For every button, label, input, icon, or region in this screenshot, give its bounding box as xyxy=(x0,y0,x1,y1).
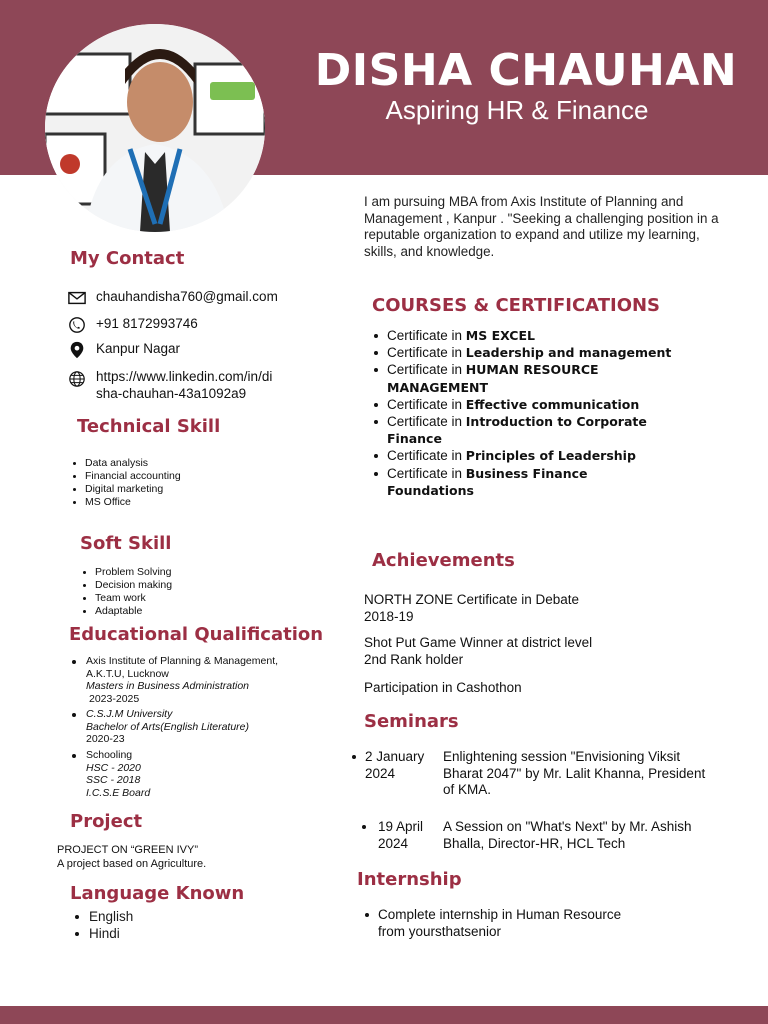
list-item: Adaptable xyxy=(79,605,172,618)
seminar-date: 2 January 2024 xyxy=(365,749,425,781)
edu-years: 2020-23 xyxy=(86,733,125,745)
edu-ssc: SSC - 2018 xyxy=(86,774,141,786)
education-entry xyxy=(72,708,249,746)
list-item: Financial accounting xyxy=(69,470,181,483)
phone-text: +91 8172993746 xyxy=(96,316,198,331)
phone-icon xyxy=(66,316,88,334)
internship-heading: Internship xyxy=(357,869,462,890)
internship-item: Complete internship in Human Resource from yoursthatsenior xyxy=(362,906,622,940)
list-item: Hindi xyxy=(72,925,133,942)
edu-degree: Bachelor of Arts(English Literature) xyxy=(86,720,250,733)
edu-years: 2023-2025 xyxy=(89,692,140,705)
education-entry xyxy=(72,655,278,705)
list-item: Problem Solving xyxy=(79,566,172,579)
edu-institute: Axis Institute of Planning & Management, xyxy=(86,655,279,667)
seminars-heading: Seminars xyxy=(364,711,459,732)
seminar-description: A Session on "What's Next" by Mr. Ashish Bhalla, Director-HR, HCL Tech xyxy=(443,819,692,851)
courses-list xyxy=(372,327,672,499)
list-item: Certificate in Introduction to Corporate Finance xyxy=(372,413,672,447)
contact-email[interactable] xyxy=(66,289,278,307)
linkedin-line-1: https://www.linkedin.com/in/di xyxy=(96,369,273,384)
achievement-item: Participation in Cashothon xyxy=(364,680,522,695)
bullet xyxy=(72,713,76,717)
location-pin-icon xyxy=(66,341,88,359)
list-item: Digital marketing xyxy=(69,483,181,496)
email-text: chauhandisha760@gmail.com xyxy=(96,289,278,304)
list-item: English xyxy=(72,908,133,925)
seminar-date: 19 April 2024 xyxy=(378,819,424,851)
profile-photo xyxy=(45,24,265,232)
list-item: Decision making xyxy=(79,579,172,592)
list-item: Certificate in Business Finance Foundations xyxy=(372,465,672,499)
contact-linkedin[interactable] xyxy=(66,368,272,402)
courses-heading: COURSES & CERTIFICATIONS xyxy=(372,295,661,316)
contact-heading: My Contact xyxy=(70,248,185,269)
bullet xyxy=(362,825,366,829)
location-text: Kanpur Nagar xyxy=(96,341,181,356)
languages-heading: Language Known xyxy=(70,883,245,904)
linkedin-line-2: sha-chauhan-43a1092a9 xyxy=(96,386,247,401)
list-item: Certificate in Effective communication xyxy=(372,396,672,413)
achievements-heading: Achievements xyxy=(372,550,515,571)
project-heading: Project xyxy=(70,811,143,832)
bullet xyxy=(72,660,76,664)
contact-phone[interactable] xyxy=(66,316,198,334)
candidate-name: DISHA CHAUHAN xyxy=(314,45,738,96)
list-item: Team work xyxy=(79,592,172,605)
project-name: PROJECT ON “GREEN IVY” xyxy=(57,844,198,856)
bullet xyxy=(72,754,76,758)
globe-icon xyxy=(66,370,88,388)
edu-hsc: HSC - 2020 xyxy=(86,761,141,774)
profile-summary: I am pursuing MBA from Axis Institute of Planning and Management , Kanpur . "Seeking a challenging position in a reputable organization to expand and utilize my learning, skills, and knowledge. xyxy=(364,194,719,259)
technical-skill-heading: Technical Skill xyxy=(77,416,221,437)
soft-skill-list xyxy=(79,566,172,618)
languages-list xyxy=(72,908,133,942)
list-item: Certificate in HUMAN RESOURCE MANAGEMENT xyxy=(372,361,672,395)
technical-skill-list xyxy=(69,457,181,509)
footer-band xyxy=(0,1006,768,1024)
education-heading: Educational Qualification xyxy=(69,624,324,645)
candidate-subtitle: Aspiring HR & Finance xyxy=(385,95,649,125)
bullet xyxy=(352,755,356,759)
achievement-item: NORTH ZONE Certificate in Debate 2018-19 xyxy=(364,592,580,624)
project-text xyxy=(57,843,206,871)
education-entry xyxy=(72,749,150,799)
edu-institute: Schooling xyxy=(86,749,133,761)
list-item: MS Office xyxy=(69,496,181,509)
edu-university: A.K.T.U, Lucknow xyxy=(86,667,169,680)
edu-degree: Masters in Business Administration xyxy=(86,680,250,692)
achievement-item: Shot Put Game Winner at district level 2nd Rank holder xyxy=(364,635,593,667)
list-item: Certificate in MS EXCEL xyxy=(372,327,672,344)
list-item: Data analysis xyxy=(69,457,181,470)
list-item: Certificate in Principles of Leadership xyxy=(372,447,672,464)
list-item: Certificate in Leadership and management xyxy=(372,344,672,361)
contact-location xyxy=(66,341,180,359)
project-description: A project based on Agriculture. xyxy=(57,858,207,870)
edu-institute: C.S.J.M University xyxy=(86,708,173,720)
seminar-description: Enlightening session "Envisioning Viksit Bharat 2047" by Mr. Lalit Khanna, President of KMA. xyxy=(443,749,706,797)
soft-skill-heading: Soft Skill xyxy=(80,533,172,554)
mail-icon xyxy=(66,289,88,307)
edu-board: I.C.S.E Board xyxy=(86,786,151,799)
